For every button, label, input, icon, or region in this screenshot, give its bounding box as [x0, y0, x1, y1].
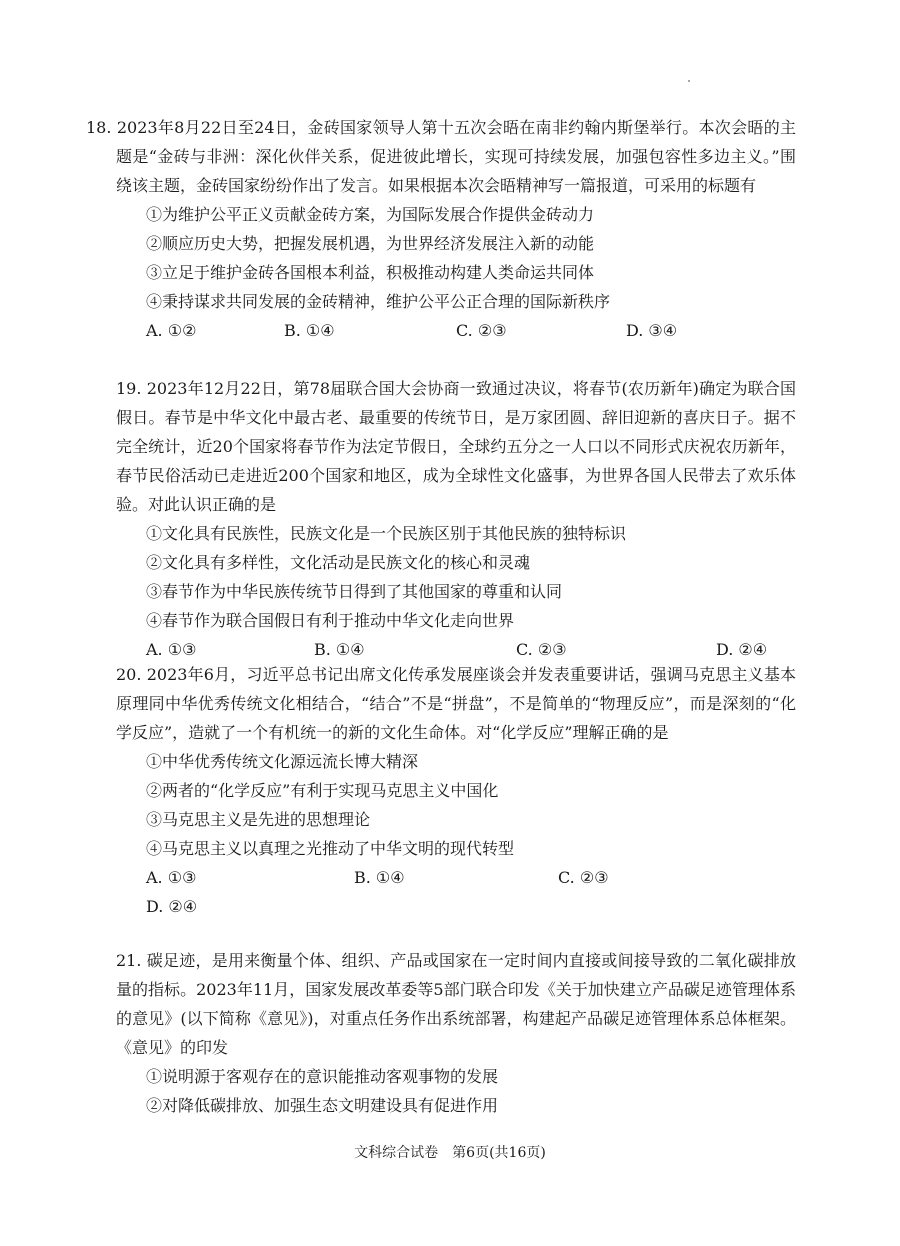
question-text: 2023年12月22日，第78届联合国大会协商一致通过决议，将春节(农历新年)确定为联合国假日。春节是中华文化中最古老、最重要的传统节日，是万家团圆、辞旧迎新的喜庆日子。据不完全统计，近20个国家将春节作为法定节假日，全球约五分之一人口以不同形式庆祝农历新年，春节民俗活动已走进近200个国家和地区，成为全球性文化盛事，为世界各国人民带去了欢乐体验。对此认识正确的是 — [116, 379, 796, 514]
option-item: ①说明源于客观存在的意识能推动客观事物的发展 — [146, 1067, 499, 1086]
question-stem — [86, 113, 796, 200]
choice-d[interactable]: D. ②④ — [716, 640, 768, 659]
question-stem — [116, 374, 796, 519]
question-text: 碳足迹，是用来衡量个体、组织、产品或国家在一定时间内直接或间接导致的二氧化碳排放量的指标。2023年11月，国家发展改革委等5部门联合印发《关于加快建立产品碳足迹管理体系的意见》(以下简称《意见》)，对重点任务作出系统部署，构建起产品碳足迹管理体系总体框架。《意见》的印发 — [116, 951, 796, 1057]
choice-b[interactable]: B. ①④ — [314, 640, 365, 659]
question-number: 20. — [116, 665, 142, 684]
option-item: ④马克思主义以真理之光推动了中华文明的现代转型 — [146, 839, 515, 858]
answer-choices-row2 — [146, 892, 796, 921]
option-item: ①为维护公平正义贡献金砖方案，为国际发展合作提供金砖动力 — [146, 205, 595, 224]
option-item: ③马克思主义是先进的思想理论 — [146, 810, 371, 829]
scan-speck — [688, 80, 690, 82]
option-item: ③春节作为中华民族传统节日得到了其他国家的尊重和认同 — [146, 582, 563, 601]
question-stem — [116, 660, 796, 747]
option-item: ②对降低碳排放、加强生态文明建设具有促进作用 — [146, 1096, 499, 1115]
question-number: 18. — [86, 118, 112, 137]
question-21 — [116, 946, 796, 1120]
question-20 — [116, 660, 796, 921]
question-19 — [116, 374, 796, 664]
question-text: 2023年8月22日至24日，金砖国家领导人第十五次会晤在南非约翰内斯堡举行。本次会晤的主题是“金砖与非洲：深化伙伴关系，促进彼此增长，实现可持续发展，加强包容性多边主义。”围绕该主题，金砖国家纷纷作出了发言。如果根据本次会晤精神写一篇报道，可采用的标题有 — [116, 118, 796, 195]
option-item: ③立足于维护金砖各国根本利益，积极推动构建人类命运共同体 — [146, 263, 595, 282]
option-item: ②顺应历史大势，把握发展机遇，为世界经济发展注入新的动能 — [146, 234, 595, 253]
option-item: ②两者的“化学反应”有利于实现马克思主义中国化 — [146, 781, 499, 800]
question-number: 19. — [116, 379, 142, 398]
page-footer: 文科综合试卷 第6页(共16页) — [354, 1145, 546, 1161]
question-18 — [86, 113, 796, 345]
option-item: ④春节作为联合国假日有利于推动中华文化走向世界 — [146, 611, 515, 630]
option-item: ①中华优秀传统文化源远流长博大精深 — [146, 752, 419, 771]
choice-a[interactable]: A. ①③ — [146, 640, 197, 659]
choice-a[interactable]: A. ①② — [146, 321, 197, 340]
answer-choices — [146, 316, 796, 345]
choice-b[interactable]: B. ①④ — [284, 321, 335, 340]
choice-c[interactable]: C. ②③ — [558, 868, 609, 887]
question-number: 21. — [116, 951, 142, 970]
choice-c[interactable]: C. ②③ — [516, 640, 567, 659]
choice-b[interactable]: B. ①④ — [354, 868, 405, 887]
choice-a[interactable]: A. ①③ — [146, 868, 197, 887]
answer-choices — [146, 863, 796, 892]
option-item: ④秉持谋求共同发展的金砖精神，维护公平公正合理的国际新秩序 — [146, 292, 611, 311]
question-text: 2023年6月，习近平总书记出席文化传承发展座谈会并发表重要讲话，强调马克思主义基本原理同中华优秀传统文化相结合，“结合”不是“拼盘”，不是简单的“物理反应”，而是深刻的“化学反应”，造就了一个有机统一的新的文化生命体。对“化学反应”理解正确的是 — [116, 665, 796, 742]
choice-d[interactable]: D. ②④ — [146, 897, 198, 916]
choice-d[interactable]: D. ③④ — [626, 321, 678, 340]
option-item: ②文化具有多样性，文化活动是民族文化的核心和灵魂 — [146, 553, 531, 572]
option-item: ①文化具有民族性，民族文化是一个民族区别于其他民族的独特标识 — [146, 524, 627, 543]
question-stem — [116, 946, 796, 1062]
choice-c[interactable]: C. ②③ — [456, 321, 507, 340]
